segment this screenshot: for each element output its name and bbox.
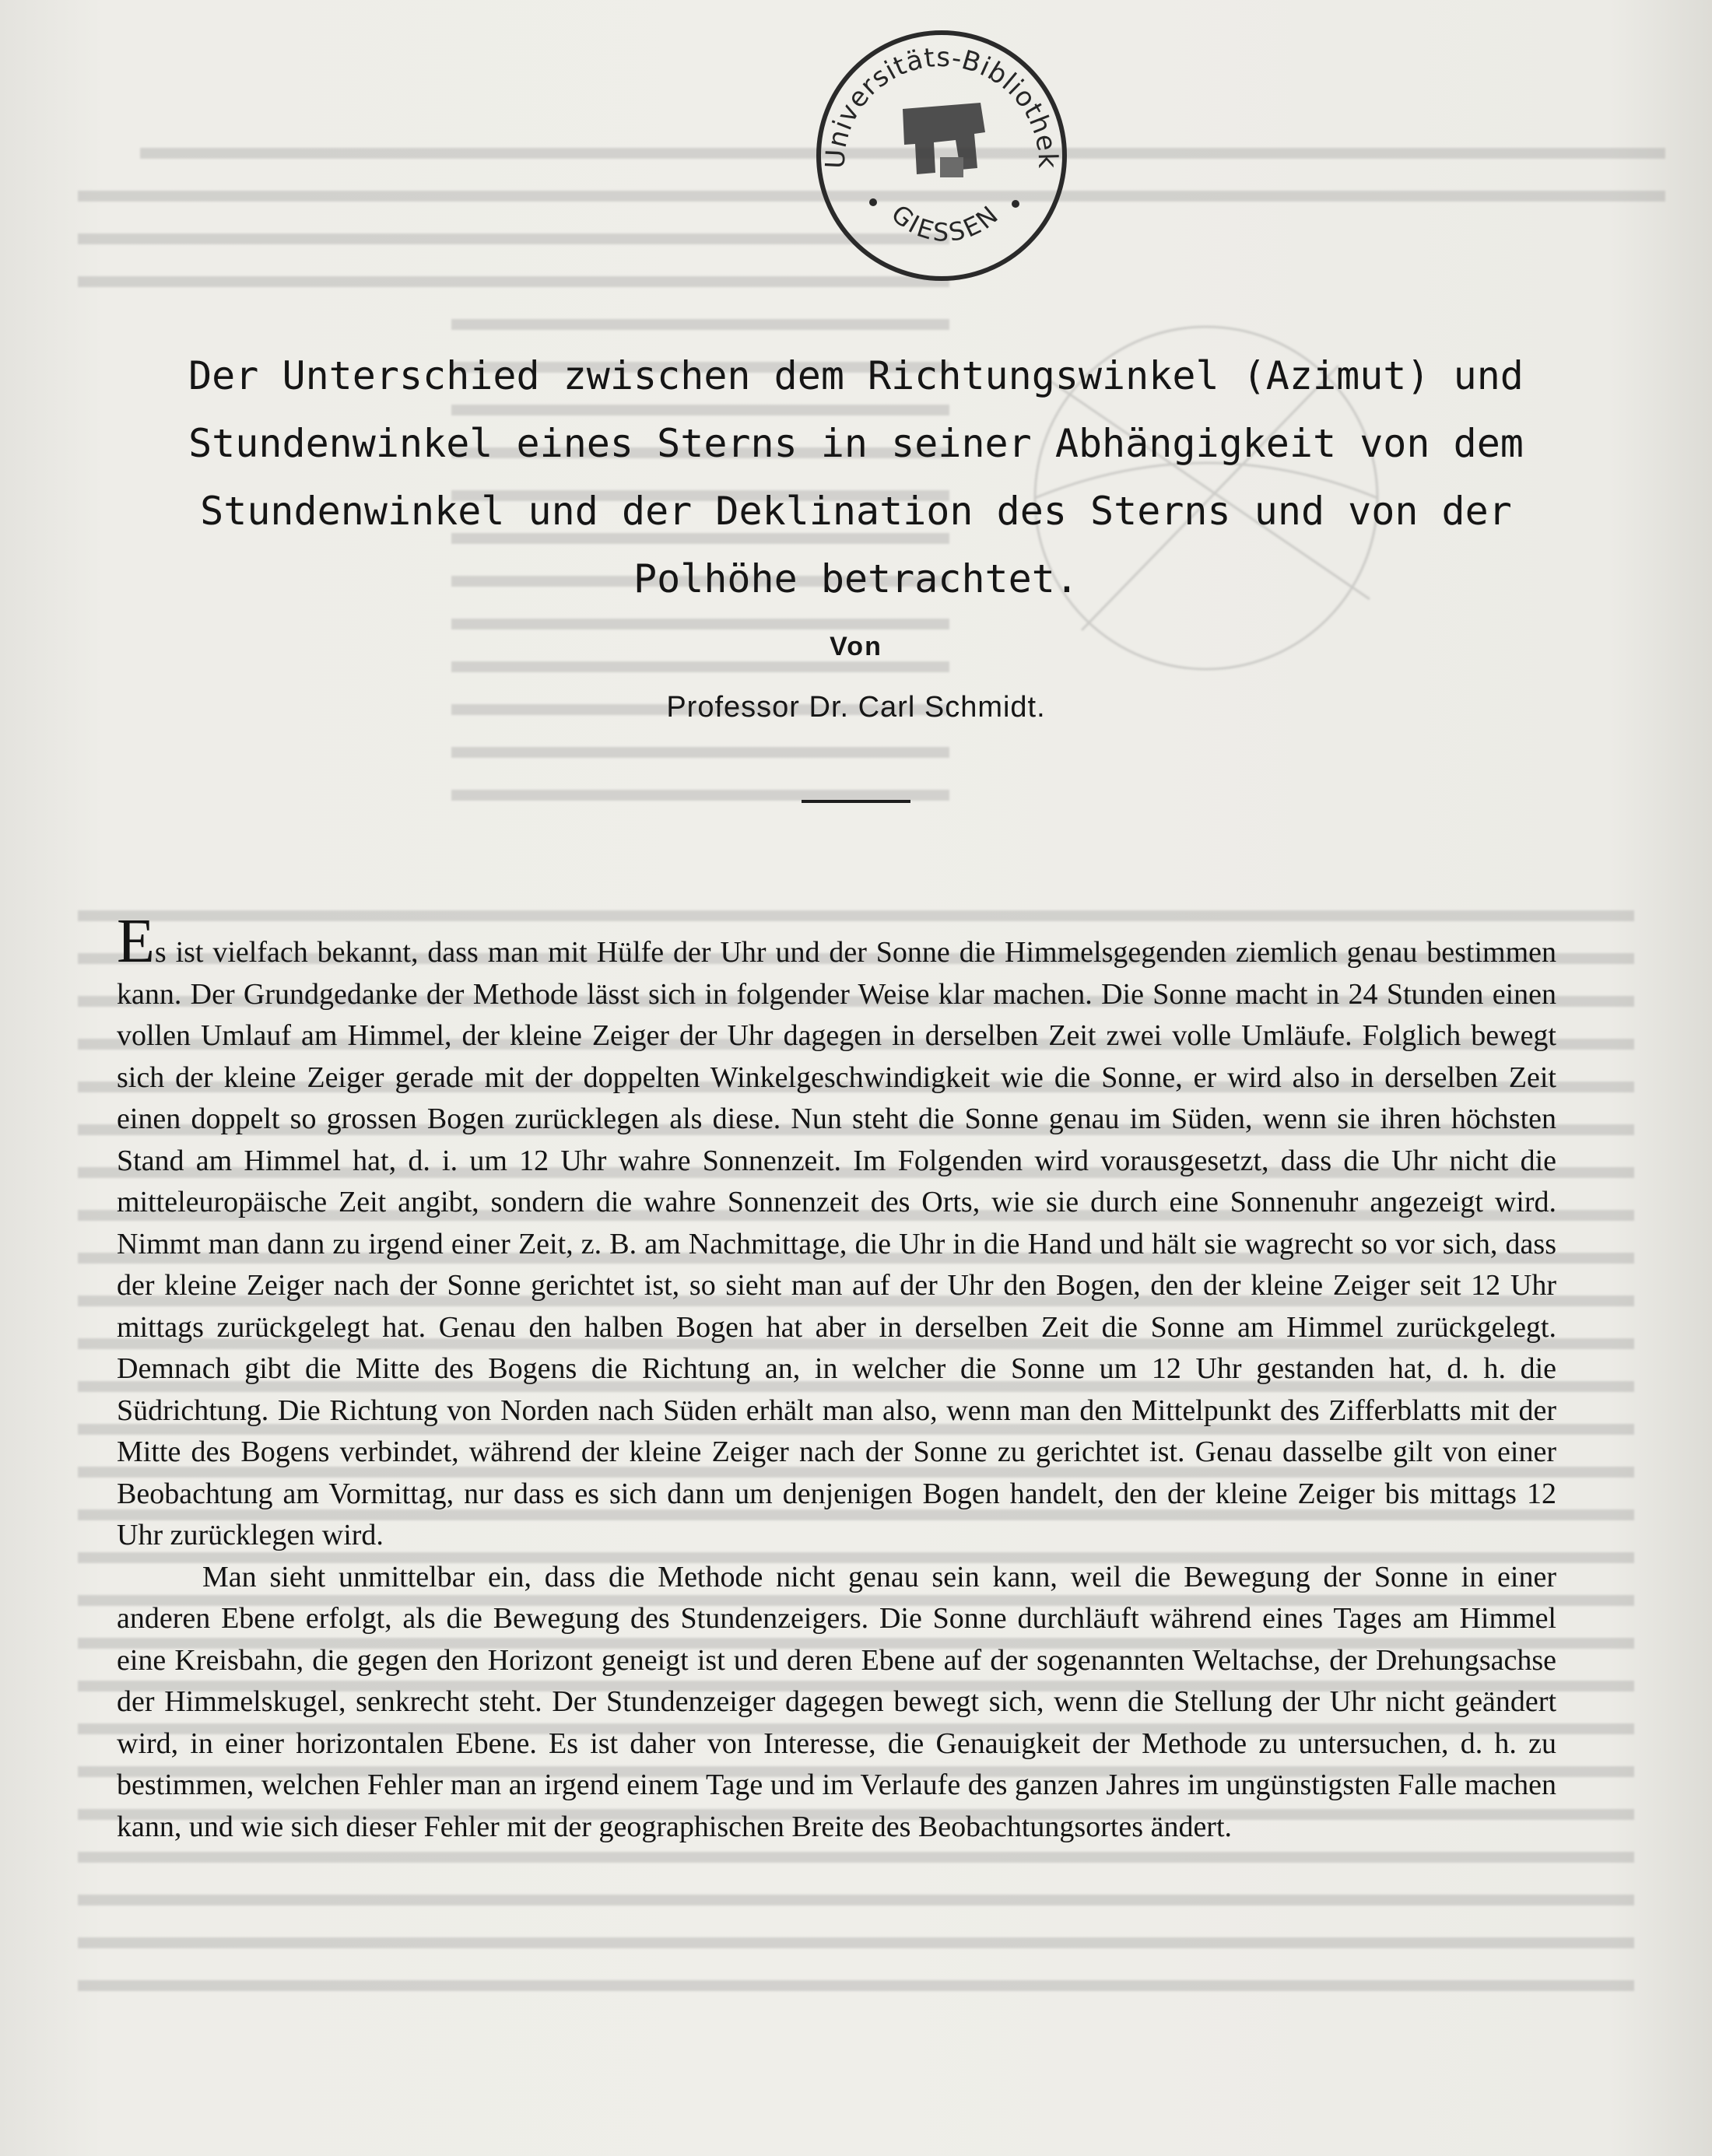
bleed-text-line: [451, 319, 949, 330]
stamp-dot-left: [869, 198, 877, 206]
stamp-dot-right: [1012, 200, 1019, 208]
svg-text:Universitäts-Bibliothek: [820, 42, 1064, 170]
title-line-2: Stundenwinkel eines Sterns in seiner Abhängigkeit von dem: [188, 421, 1524, 466]
library-stamp: [802, 16, 1082, 296]
bleed-text-line: [78, 1852, 1634, 1863]
byline-author: Professor Dr. Carl Schmidt.: [666, 691, 1046, 724]
bleed-text-line: [78, 1980, 1634, 1991]
bleed-text-line: [451, 661, 949, 672]
bleed-text-line: [78, 1895, 1634, 1905]
bleed-text-line: [451, 619, 949, 629]
title-divider: [802, 800, 910, 803]
stamp-emblem-icon: [903, 103, 985, 177]
title-line-1: Der Unterschied zwischen dem Richtungswinkel (Azimut) und: [188, 353, 1524, 398]
stamp-upper-text: Universitäts-Bibliothek: [819, 41, 1064, 170]
article-title: [109, 342, 1603, 613]
body-paragraph-1: Es ist vielfach bekannt, dass man mit Hülfe der Uhr und der Sonne die Himmelsgegenden ziemlich genau bestimmen kann. Der Grundgedanke der Methode lässt sich in folgender Weise klar machen. Die Sonne macht in 24 Stunden einen vollen Umlauf am Himmel, der kleine Zeiger der Uhr dagegen in derselben Zeit zwei volle Umläufe. Folglich bewegt sich der kleine Zeiger gerade mit der doppelten Winkelgeschwindigkeit wie die Sonne, er wird also in derselben Zeit einen doppelt so grossen Bogen zurücklegen als diese. Nun steht die Sonne genau im Süden, wenn sie ihren höchsten Stand am Himmel hat, d. i. um 12 Uhr wahre Sonnenzeit. Im Folgenden wird vorausgesetzt, dass die Uhr nicht die mitteleuropäische Zeit angibt, sondern die wahre Sonnenzeit des Orts, wie sie durch eine Sonnenuhr angezeigt wird. Nimmt man dann zu irgend einer Zeit, z. B. am Nachmittage, die Uhr in die Hand und hält sie wagrecht so vor sich, dass der kleine Zeiger nach der Sonne gerichtet ist, so sieht man auf der Uhr den Bogen, den der kleine Zeiger seit 12 Uhr mittags zurückgelegt hat. Genau den halben Bogen hat aber in derselben Zeit die Sonne am Himmel zurückgelegt. Demnach gibt die Mitte des Bogens die Richtung an, in welcher die Sonne um 12 Uhr gestanden hat, d. h. die Südrichtung. Die Richtung von Norden nach Süden erhält man also, wenn man den Mittelpunkt des Zifferblatts mit der Mitte des Bogens verbindet, während der kleine Zeiger nach der Sonne zu gerichtet ist. Genau dasselbe gilt von einer Beobachtung am Vormittag, nur dass es sich dann um denjenigen Bogen handelt, den der kleine Zeiger bis mittags 12 Uhr zurücklegen wird.: [117, 907, 1556, 1551]
title-line-4: Polhöhe betrachtet.: [633, 556, 1079, 601]
body-paragraph-2: Man sieht unmittelbar ein, dass die Methode nicht genau sein kann, weil die Bewegung der Sonne in einer anderen Ebene erfolgt, als die Bewegung des Stundenzeigers. Die Sonne durchläuft während eines Tages am Himmel eine Kreisbahn, die gegen den Horizont geneigt ist und deren Ebene auf der sogenannten Weltachse, der Drehungsachse der Himmelskugel, senkrecht steht. Der Stundenzeiger dagegen bewegt sich, wenn die Stellung der Uhr nicht geändert wird, in einer horizontalen Ebene. Es ist daher von Interesse, die Genauigkeit der Methode zu untersuchen, d. h. zu bestimmen, welchen Fehler man an irgend einem Tage und im Verlaufe des ganzen Jahres im ungünstigsten Falle machen kann, und wie sich dieser Fehler mit der geographischen Breite des Beobachtungsortes ändert.: [117, 1560, 1556, 1843]
svg-text:GIESSEN: [886, 198, 1005, 247]
bleed-text-line: [451, 790, 949, 801]
byline-von: Von: [830, 632, 882, 661]
bleed-text-line: [451, 747, 949, 758]
stamp-lower-text: GIESSEN: [886, 198, 1005, 248]
bleed-text-line: [78, 1937, 1634, 1948]
article-body: [117, 907, 1556, 1848]
title-line-3: Stundenwinkel und der Deklination des Sterns und von der: [200, 489, 1512, 534]
